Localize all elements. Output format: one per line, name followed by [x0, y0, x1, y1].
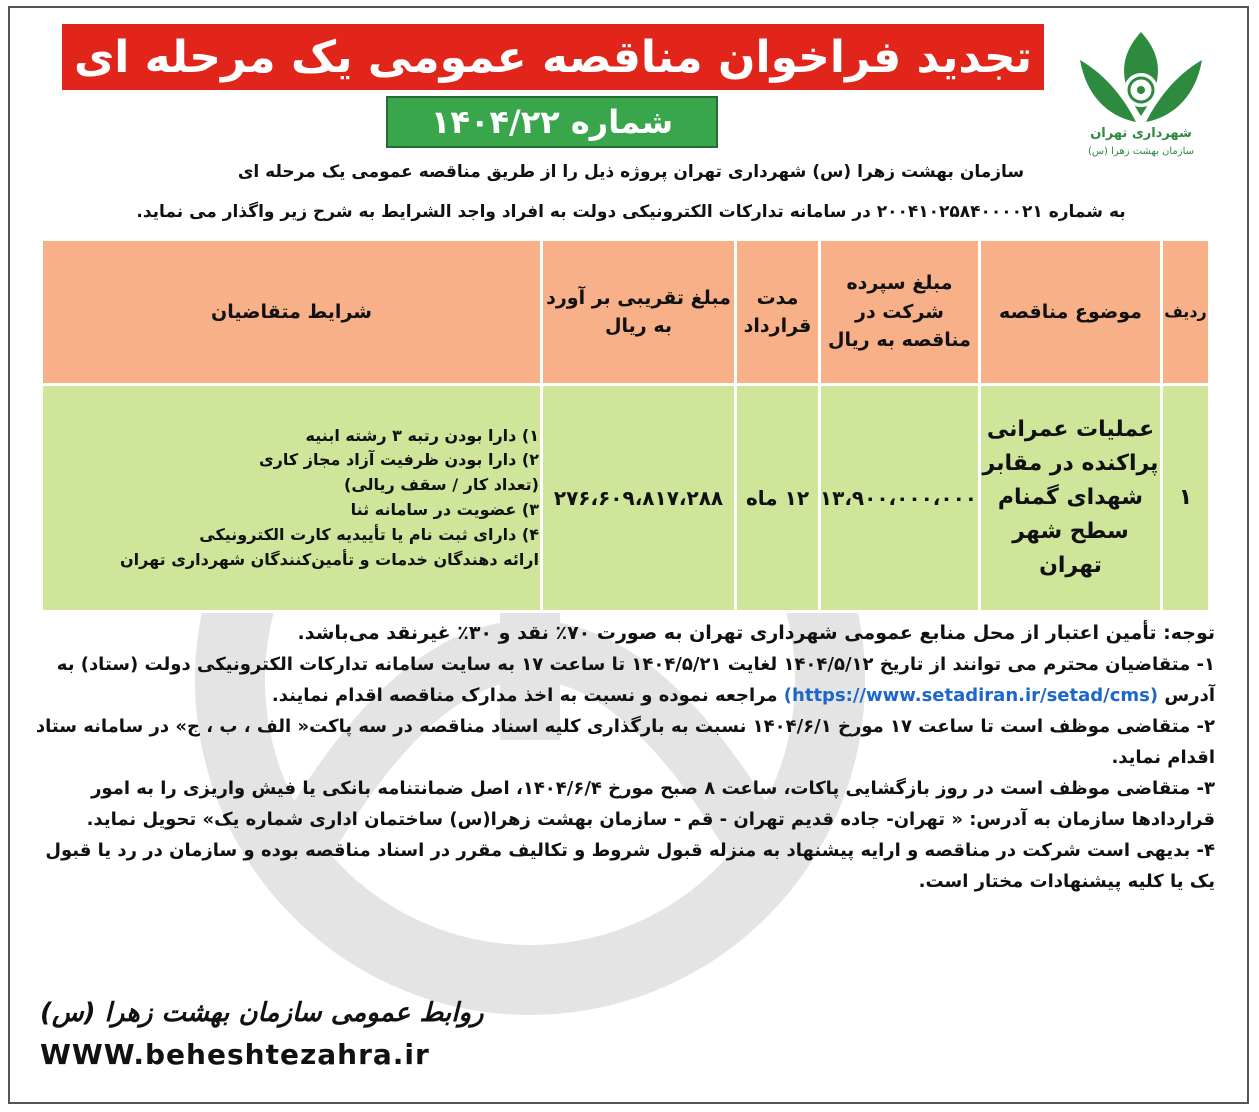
list-item: ۳) عضویت در سامانه ثنا: [350, 500, 539, 519]
intro-line-2: به شماره ۲۰۰۴۱۰۲۵۸۴۰۰۰۰۲۱ در سامانه تدارکات الکترونیکی دولت به افراد واجد الشرایط به شرح زیر واگذار می نماید.: [136, 202, 1126, 222]
note-4: ۴- بدیهی است شرکت در مناقصه و ارایه پیشنهاد به منزله قبول شروط و تکالیف مقرر در اسناد مناقصه بوده و سازمان در رد یا قبول یک یا کلیه پیشنهادات مختار است.: [45, 840, 1215, 892]
note-label: توجه:: [1163, 622, 1215, 644]
logo-label: شهرداری تهران: [1090, 126, 1192, 141]
notice-number: شماره ۱۴۰۴/۲۲: [386, 96, 718, 148]
website-link[interactable]: WWW.beheshtezahra.ir: [40, 1038, 430, 1071]
note-2: ۲- متقاضی موظف است تا ساعت ۱۷ مورخ ۱۴۰۴/۶/۱ نسبت به بارگذاری کلیه اسناد مناقصه در سه پاکت« الف ، ب ، ج» در سامانه ستاد اقدام نماید.: [35, 716, 1215, 768]
list-item: ۲) دارا بودن ظرفیت آزاد مجاز کاری: [259, 450, 539, 470]
cell-conditions: [42, 385, 542, 612]
notes-section: [35, 618, 1215, 897]
note-1-tail: مراجعه نموده و نسبت به اخذ مدارک مناقصه اقدام نمایند.: [271, 685, 778, 706]
logo-sublabel: سازمان بهشت زهرا (س): [1087, 146, 1195, 157]
conditions-list: [44, 424, 539, 573]
tender-table: [40, 238, 1211, 613]
table-header-row: [42, 240, 1210, 385]
note-1-text: ۱- متقاضیان محترم می توانند از تاریخ ۱۴۰۴/۵/۱۲ لغایت ۱۴۰۴/۵/۲۱ تا ساعت ۱۷ به سایت سامانه تدارکات الکترونیکی دولت (ستاد) به آدرس: [56, 654, 1215, 706]
note-funding: [35, 618, 1215, 649]
list-item: ۴) دارای ثبت نام یا تأییدیه کارت الکترونیکی: [199, 524, 539, 544]
note-3: ۳- متقاضی موظف است در روز بازگشایی پاکات، ساعت ۸ صبح مورخ ۱۴۰۴/۶/۴، اصل ضمانتنامه بانکی یا فیش واریزی را به امور قراردادها سازمان به آدرس: « تهران- جاده قدیم تهران - قم - سازمان بهشت زهرا(س) ساختمان اداری شماره یک» تحویل نماید.: [86, 778, 1215, 830]
header-estimate: مبلغ تقریبی بر آورد به ریال: [542, 240, 736, 385]
notice-title: تجدید فراخوان مناقصه عمومی یک مرحله ای: [62, 24, 1044, 90]
cell-subject: عملیات عمرانی پراکنده در مقابر شهدای گمنام سطح شهر تهران: [980, 385, 1162, 612]
table-row: [42, 385, 1210, 612]
header-deposit: مبلغ سپرده شرکت در مناقصه به ریال: [820, 240, 980, 385]
list-item: (تعداد کار / سقف ریالی): [344, 475, 539, 495]
header-subject: موضوع مناقصه: [980, 240, 1162, 385]
cell-row-number: ۱: [1162, 385, 1210, 612]
list-item: ۱) دارا بودن رتبه ۳ رشته ابنیه: [305, 425, 539, 445]
header-duration: مدت قرارداد: [736, 240, 820, 385]
cell-deposit: ۱۳،۹۰۰،۰۰۰،۰۰۰: [820, 385, 980, 612]
setad-url-link[interactable]: (https://www.setadiran.ir/setad/cms): [783, 685, 1159, 706]
note-1: [35, 649, 1215, 711]
note-funding-text: تأمین اعتبار از محل منابع عمومی شهرداری تهران به صورت ۷۰٪ نقد و ۳۰٪ غیرنقد می‌باشد.: [297, 622, 1157, 644]
header-row-number: ردیف: [1162, 240, 1210, 385]
cell-duration: ۱۲ ماه: [736, 385, 820, 612]
public-relations-signature: روابط عمومی سازمان بهشت زهرا (س): [40, 998, 484, 1028]
intro-line-1: سازمان بهشت زهرا (س) شهرداری تهران پروژه ذیل را از طریق مناقصه عمومی یک مرحله ای: [237, 162, 1025, 182]
header-conditions: شرایط متقاضیان: [42, 240, 542, 385]
cell-estimate: ۲۷۶،۶۰۹،۸۱۷،۲۸۸: [542, 385, 736, 612]
list-item: ارائه دهندگان خدمات و تأمین‌کنندگان شهرداری تهران: [120, 549, 539, 569]
